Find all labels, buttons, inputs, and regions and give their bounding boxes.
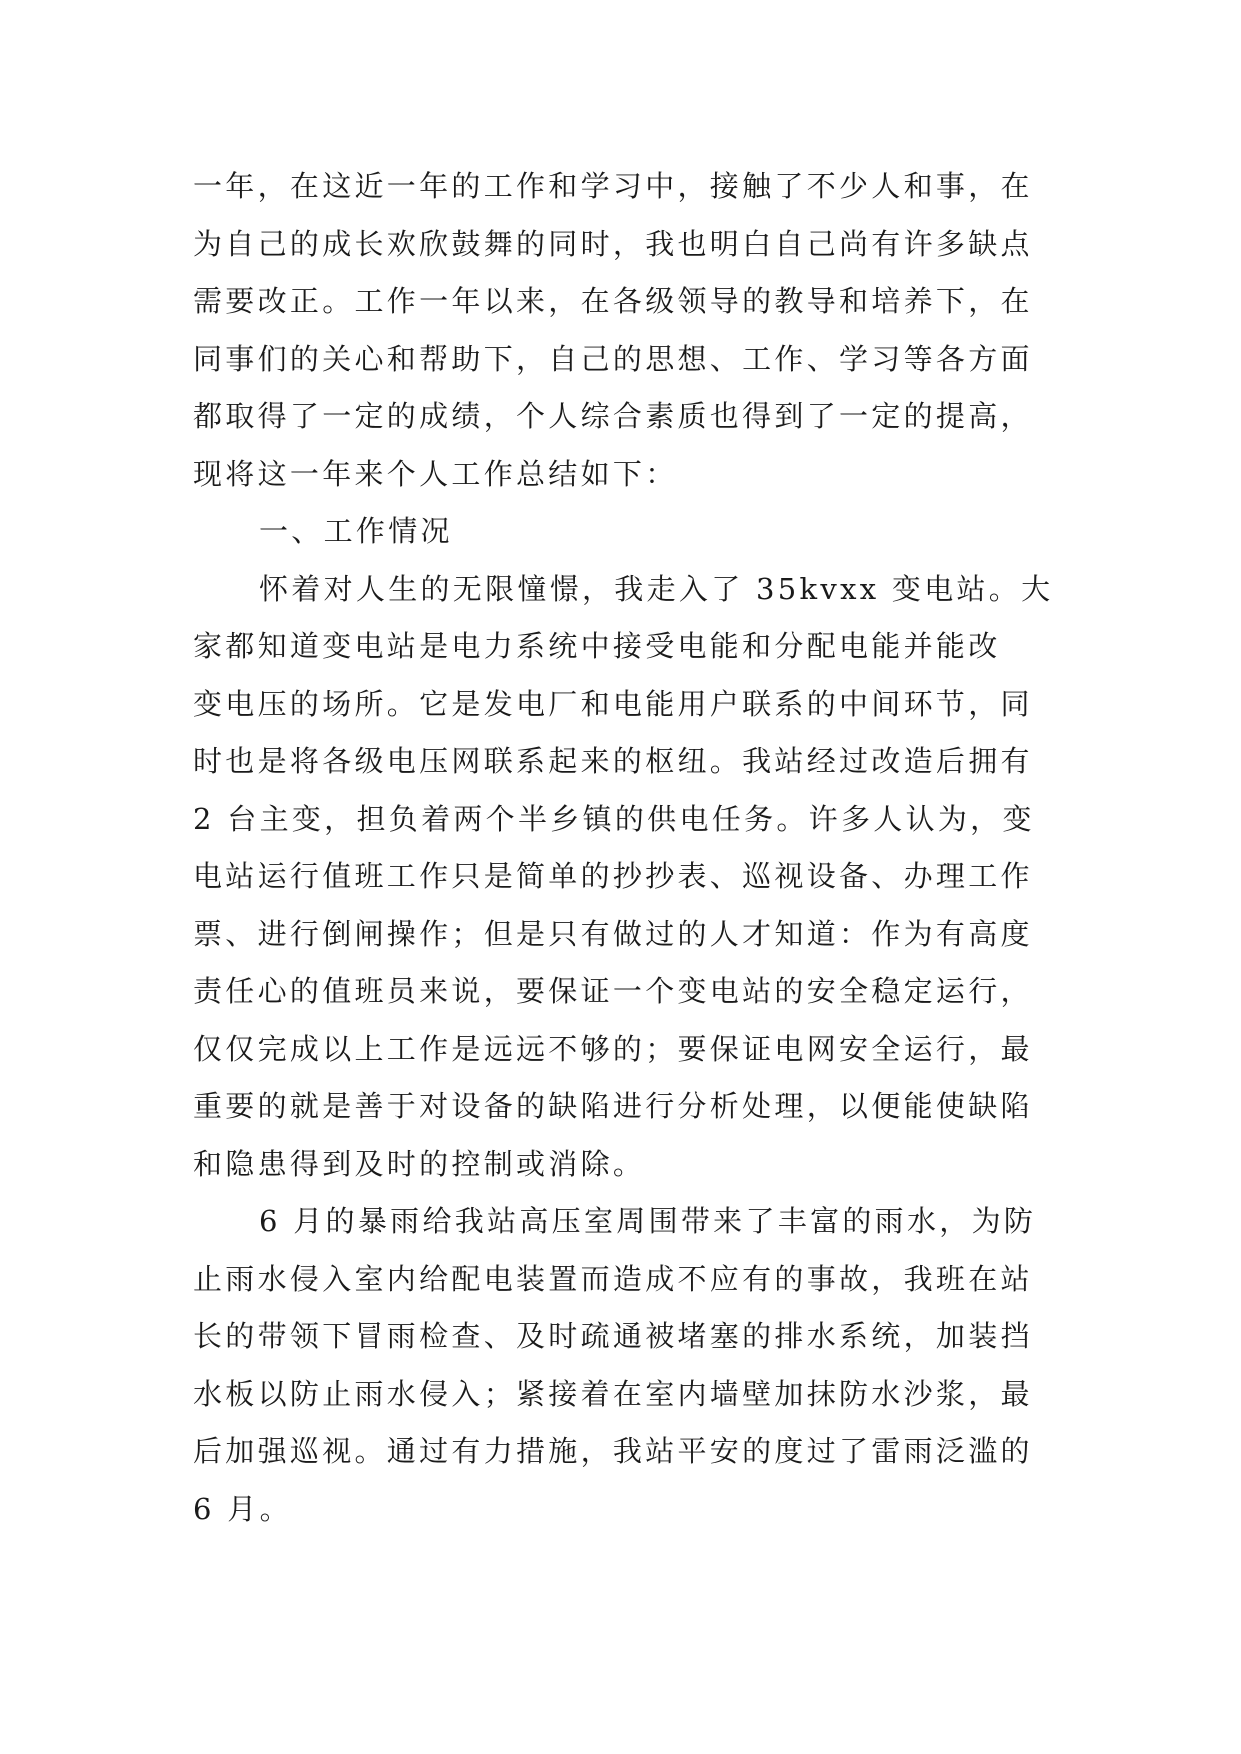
text-line: 为自己的成长欢欣鼓舞的同时，我也明白自己尚有许多缺点 bbox=[193, 226, 1033, 261]
text-line: 责任心的值班员来说，要保证一个变电站的安全稳定运行， bbox=[193, 974, 1033, 1008]
text-line: 怀着对人生的无限憧憬，我走入了 35kvxx 变电站。大 bbox=[259, 571, 1054, 606]
text-line: 变电压的场所。它是发电厂和电能用户联系的中间环节，同 bbox=[193, 686, 1033, 721]
text-line: 一年，在这近一年的工作和学习中，接触了不少人和事，在 bbox=[193, 169, 1033, 203]
text-line: 水板以防止雨水侵入；紧接着在室内墙壁加抹防水沙浆，最 bbox=[193, 1376, 1033, 1411]
section-heading: 一、工作情况 bbox=[259, 514, 453, 548]
text-line: 都取得了一定的成绩，个人综合素质也得到了一定的提高， bbox=[193, 399, 1033, 433]
text-line: 家都知道变电站是电力系统中接受电能和分配电能并能改 bbox=[193, 629, 1001, 663]
text-line: 6 月的暴雨给我站高压室周围带来了丰富的雨水，为防 bbox=[259, 1204, 1037, 1238]
text-line: 电站运行值班工作只是简单的抄抄表、巡视设备、办理工作 bbox=[193, 859, 1033, 893]
text-line: 重要的就是善于对设备的缺陷进行分析处理，以便能使缺陷 bbox=[193, 1089, 1033, 1123]
text-line: 2 台主变，担负着两个半乡镇的供电任务。许多人认为，变 bbox=[193, 801, 1035, 836]
text-line: 和隐患得到及时的控制或消除。 bbox=[193, 1146, 646, 1181]
text-line: 6 月。 bbox=[193, 1491, 292, 1526]
text-line: 票、进行倒闸操作；但是只有做过的人才知道：作为有高度 bbox=[193, 916, 1033, 951]
text-line: 需要改正。工作一年以来，在各级领导的教导和培养下，在 bbox=[193, 284, 1033, 318]
text-line: 同事们的关心和帮助下，自己的思想、工作、学习等各方面 bbox=[193, 341, 1033, 376]
text-line: 仅仅完成以上工作是远远不够的；要保证电网安全运行，最 bbox=[193, 1031, 1033, 1066]
text-line: 现将这一年来个人工作总结如下： bbox=[193, 456, 678, 491]
text-line: 止雨水侵入室内给配电装置而造成不应有的事故，我班在站 bbox=[193, 1261, 1033, 1296]
document-body bbox=[193, 158, 1055, 1538]
text-line: 时也是将各级电压网联系起来的枢纽。我站经过改造后拥有 bbox=[193, 744, 1033, 778]
text-line: 后加强巡视。通过有力措施，我站平安的度过了雷雨泛滥的 bbox=[193, 1434, 1033, 1468]
text-line: 长的带领下冒雨检查、及时疏通被堵塞的排水系统，加装挡 bbox=[193, 1319, 1033, 1353]
